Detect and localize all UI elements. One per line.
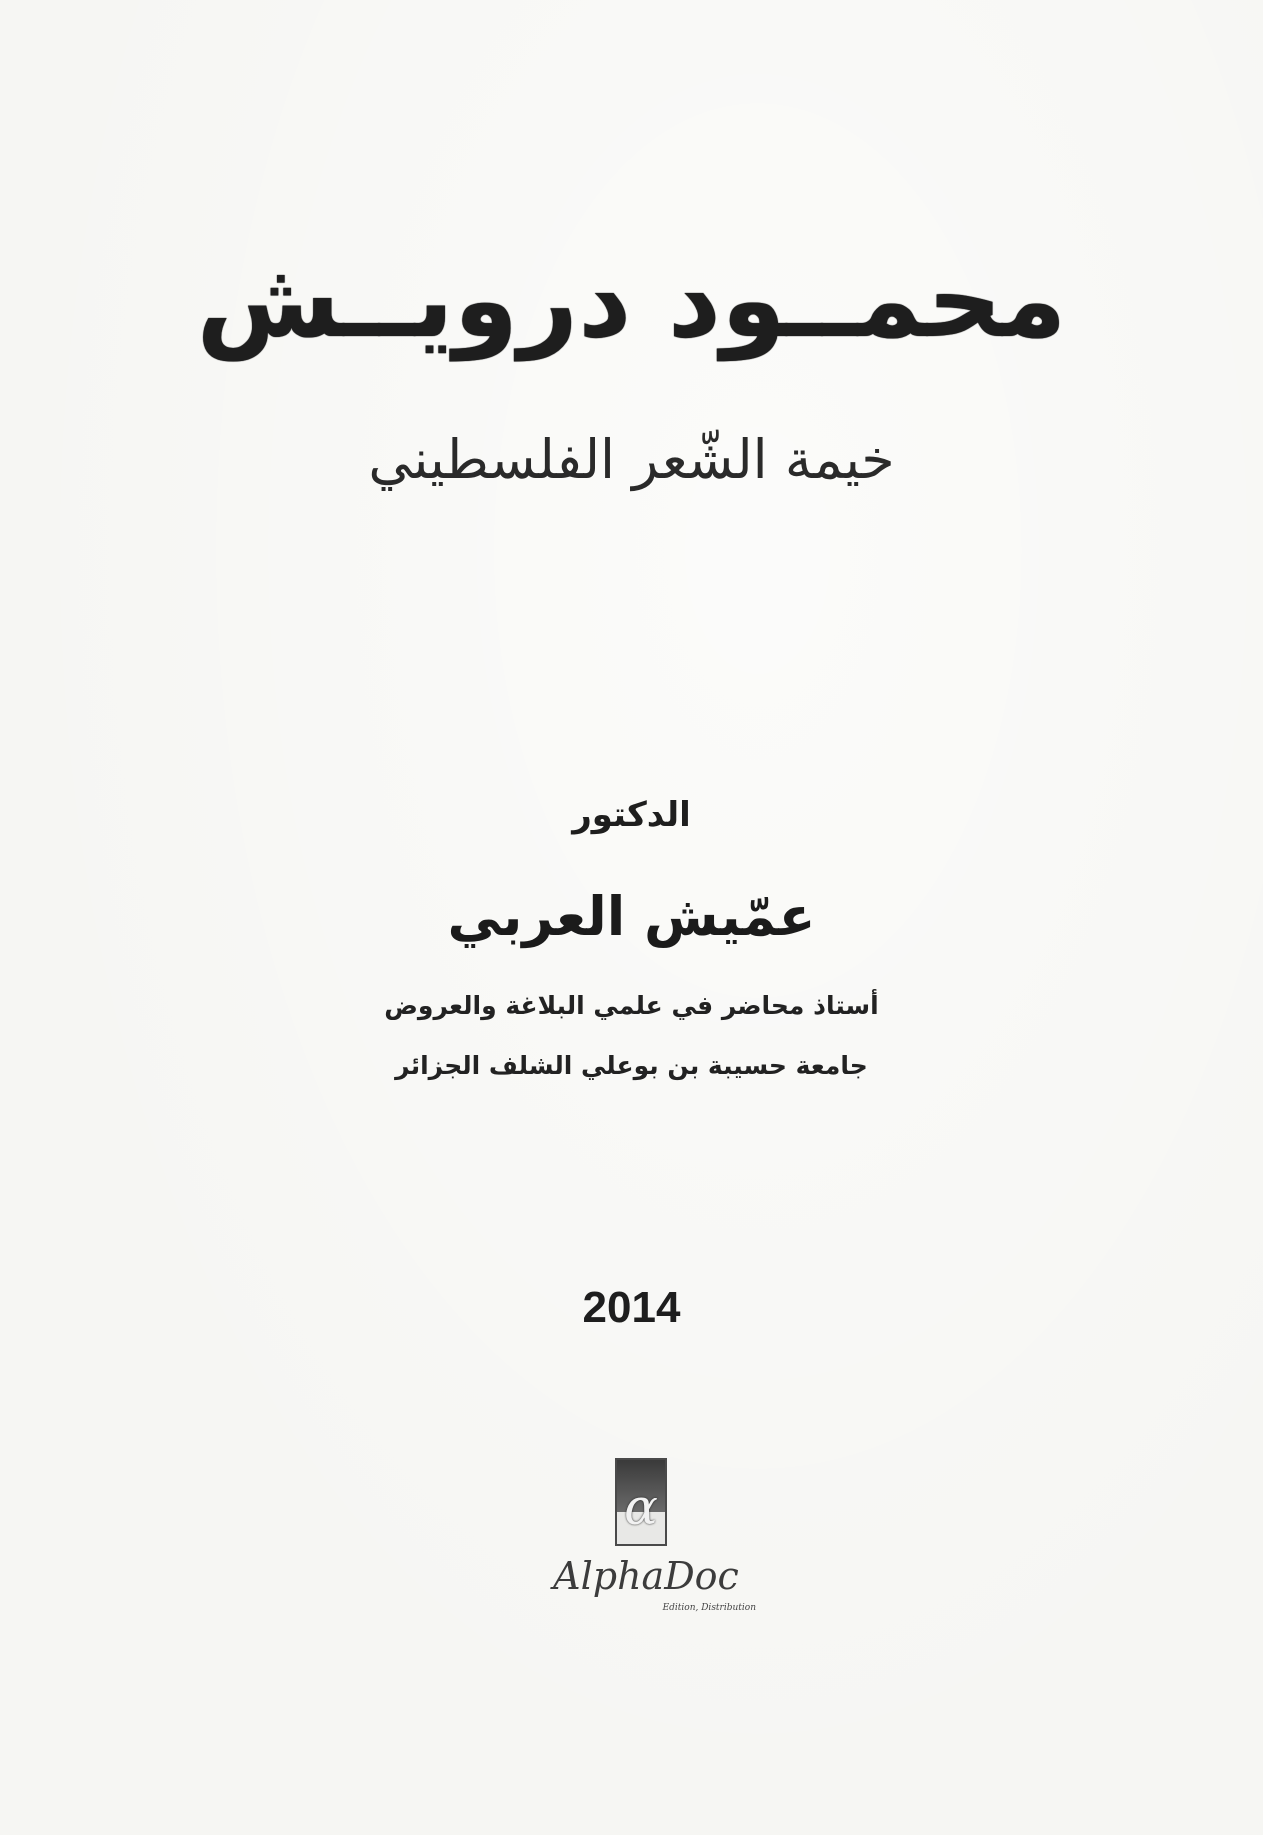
book-title: محمــود درويــش — [196, 239, 1067, 361]
author-university: جامعة حسيبة بن بوعلي الشلف الجزائر — [395, 1051, 868, 1080]
author-title-prefix: الدكتور — [572, 795, 691, 835]
publisher-tagline: Edition, Distribution — [662, 1603, 756, 1613]
author-name: عمّيش العربي — [447, 885, 816, 948]
publisher-logo — [536, 1458, 756, 1628]
author-position: أستاذ محاضر في علمي البلاغة والعروض — [384, 991, 879, 1020]
alpha-logo-icon: α — [615, 1458, 667, 1546]
book-subtitle: خيمة الشّعر الفلسطيني — [368, 428, 895, 491]
publication-year: 2014 — [582, 1283, 681, 1332]
publisher-name: AlphaDoc — [553, 1554, 739, 1598]
